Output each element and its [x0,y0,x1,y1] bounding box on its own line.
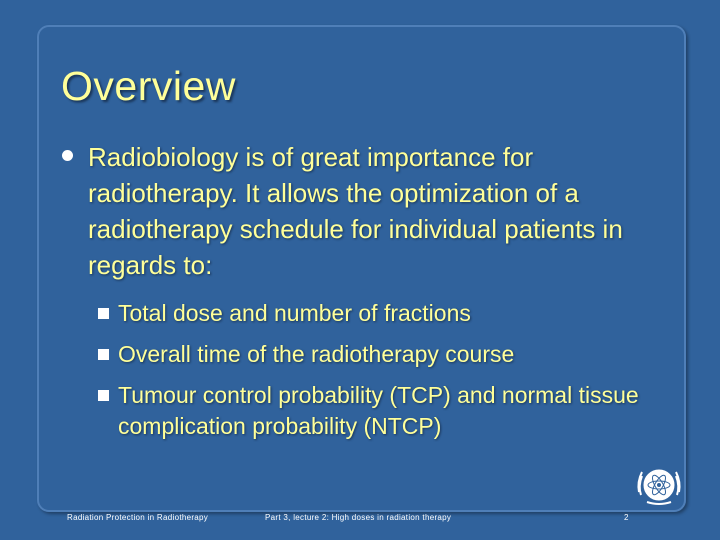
square-bullet-icon [98,349,109,360]
footer-page-number: 2 [624,513,629,522]
main-bullet-text: Radiobiology is of great importance for radiotherapy. It allows the optimization of a radiotherapy schedule for individual patients in regards to: [88,142,623,280]
sub-bullet-text: Total dose and number of fractions [118,300,471,326]
footer-lecture-title: Part 3, lecture 2: High doses in radiation therapy [265,513,452,522]
square-bullet-icon [98,308,109,319]
sub-bullet-text: Overall time of the radiotherapy course [118,341,515,367]
sub-bullet-item [98,339,688,370]
square-bullet-icon [98,390,109,401]
bullet-dot-icon [62,150,73,161]
sub-bullet-item [98,298,688,329]
sub-bullet-item [98,380,688,442]
slide-title: Overview [61,63,236,109]
footer-course-title: Radiation Protection in Radiotherapy [67,513,209,522]
sub-bullet-text: Tumour control probability (TCP) and normal tissue complication probability (NTCP) [118,382,639,439]
iaea-emblem-icon [633,462,685,508]
